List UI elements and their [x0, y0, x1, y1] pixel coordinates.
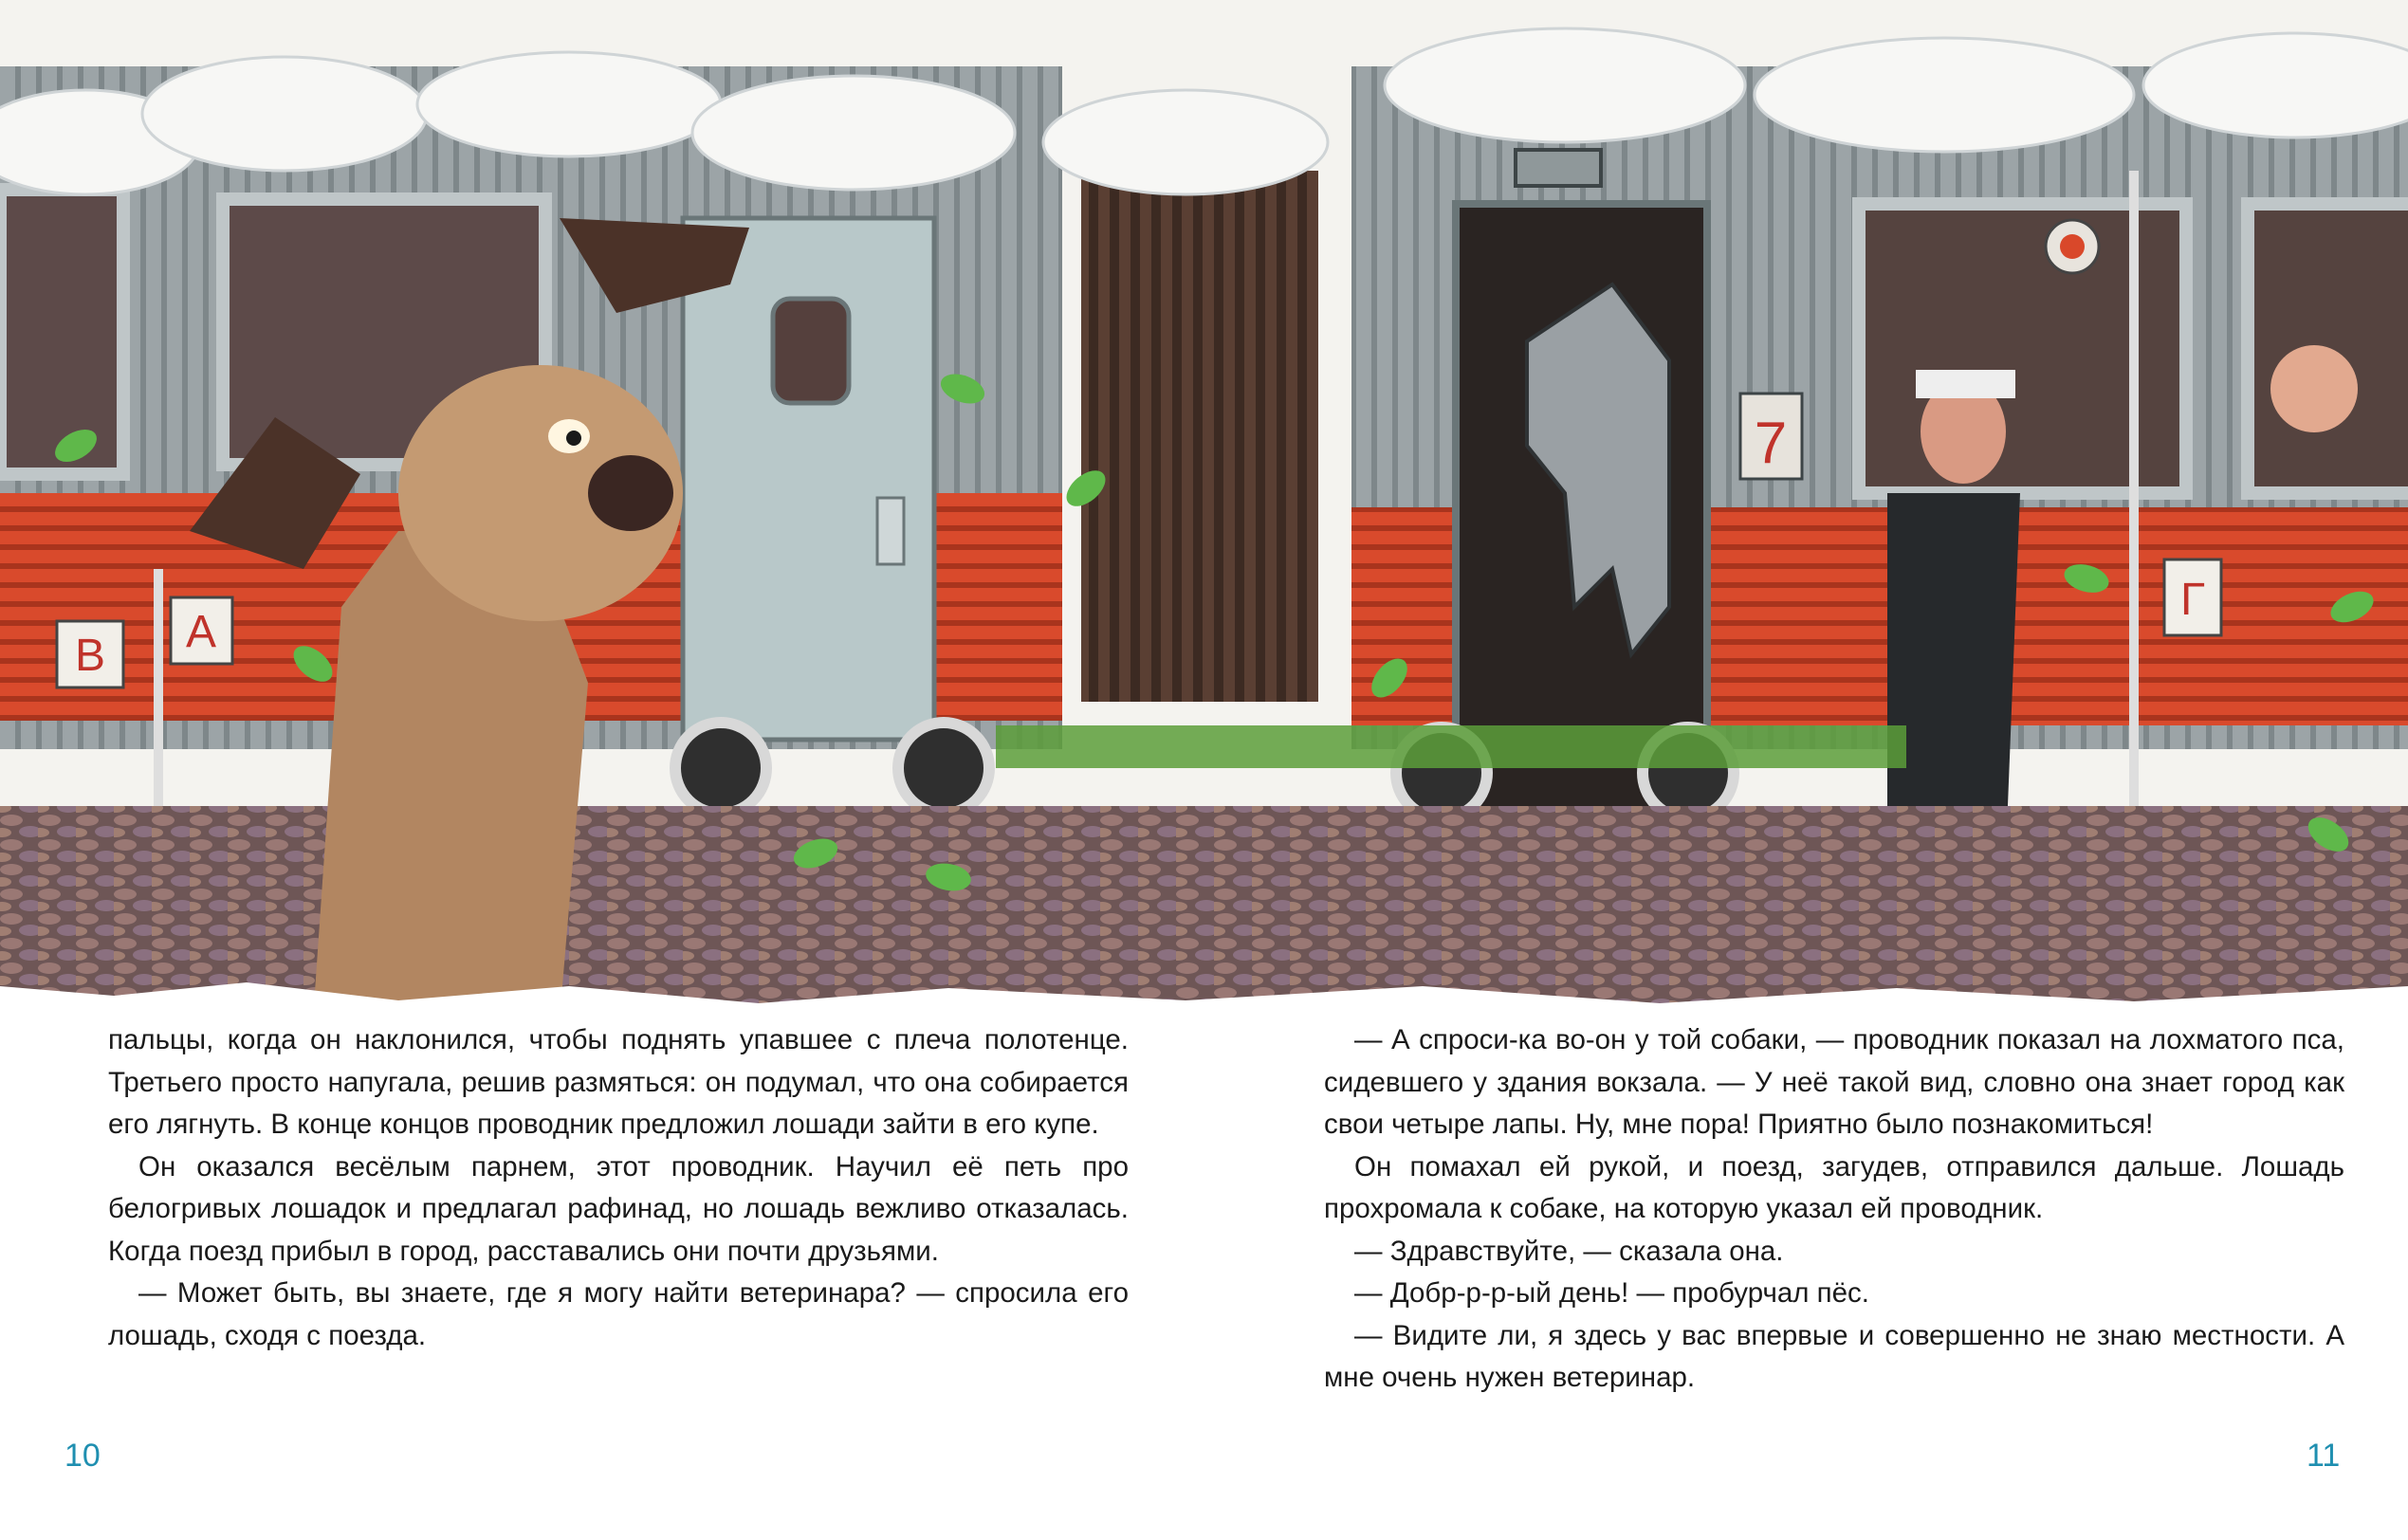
passenger-face	[2270, 345, 2358, 432]
paragraph: — Может быть, вы знаете, где я могу найти ветеринара? — спросила его лошадь, сходя с поезда.	[108, 1277, 1129, 1351]
car-gap-bellows	[1081, 171, 1318, 702]
paragraph: Он оказался весёлым парнем, этот проводник. Научил её петь про белогривых лошадок и предлагал рафинад, но лошадь вежливо отказалась. Когда поезд прибыл в город, расставались они почти друзьями.	[108, 1150, 1129, 1267]
page-number-right: 11	[2307, 1438, 2341, 1474]
right-page-text	[1324, 1019, 2344, 1400]
car-number: 7	[1754, 411, 1788, 476]
sign-letter-v: В	[74, 631, 106, 681]
sign-letter-g: Г	[2180, 575, 2205, 625]
paragraph: — А спроси-ка во-он у той собаки, — проводник показал на лохматого пса, сидевшего у здания вокзала. — У неё такой вид, словно она знает город как свои четыре лапы. Ну, мне пора! Приятно было познакомиться!	[1324, 1024, 2344, 1140]
paragraph: — Добр-р-р-ый день! — пробурчал пёс.	[1354, 1277, 1869, 1309]
paragraph: Он помахал ей рукой, и поезд, загудев, отправился дальше. Лошадь прохромала к собаке, на которую указал ей проводник.	[1324, 1150, 2344, 1224]
page-number-left: 10	[64, 1438, 101, 1474]
paragraph: пальцы, когда он наклонился, чтобы поднять упавшее с плеча полотенце. Третьего просто напугала, решив размяться: он подумал, что она собирается его лягнуть. В конце концов проводник предложил лошади зайти в его купе.	[108, 1024, 1129, 1140]
paragraph: — Видите ли, я здесь у вас впервые и совершенно не знаю местности. А мне очень нужен ветеринар.	[1324, 1319, 2344, 1393]
paragraph: — Здравствуйте, — сказала она.	[1354, 1235, 1784, 1267]
grass-strip	[996, 725, 1906, 768]
left-page-text	[108, 1019, 1129, 1357]
sign-letter-a: А	[185, 607, 217, 657]
